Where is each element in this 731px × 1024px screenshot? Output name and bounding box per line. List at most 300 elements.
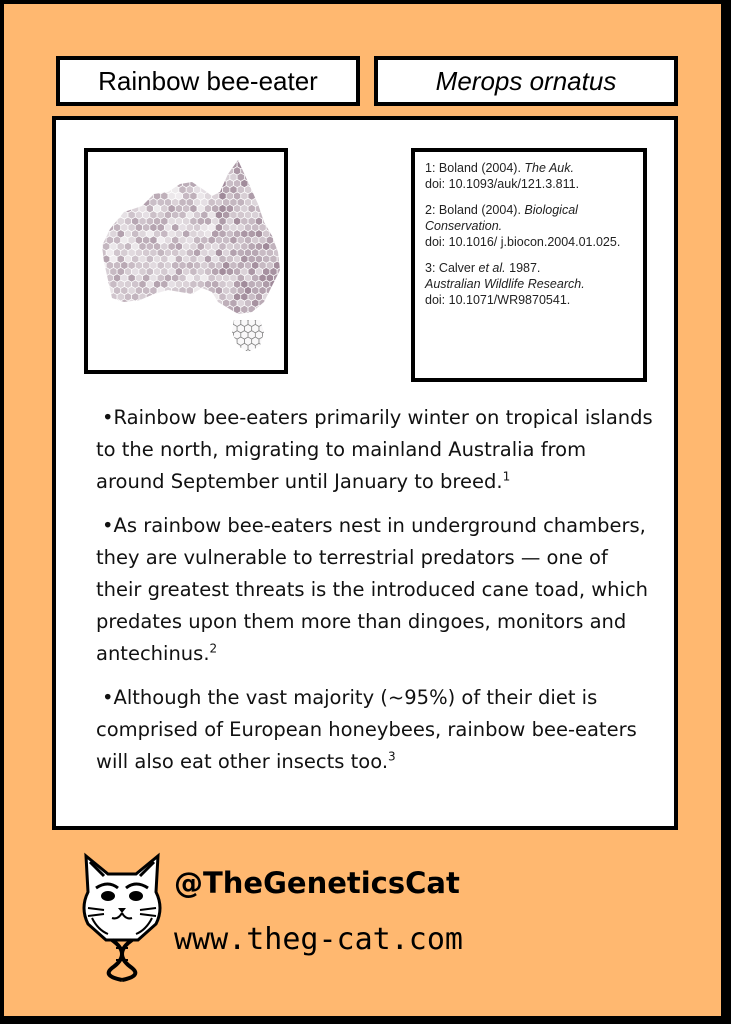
map-hex [106, 324, 113, 332]
map-hex [88, 343, 95, 351]
map-hex [277, 305, 284, 313]
map-hex [266, 186, 273, 194]
map-hex [103, 318, 110, 326]
map-hex [201, 160, 208, 168]
map-hex [277, 179, 284, 187]
map-hex [88, 152, 92, 156]
map-hex [164, 324, 171, 332]
map-hex [183, 293, 190, 301]
map-hex [157, 312, 164, 320]
map-hex [175, 293, 182, 301]
map-hex [274, 312, 281, 320]
map-hex [270, 167, 277, 175]
map-hex [92, 299, 99, 307]
map-hex [201, 312, 208, 320]
map-hex [204, 331, 211, 339]
map-hex [193, 160, 200, 168]
map-hex [157, 173, 164, 181]
map-hex [164, 350, 171, 358]
map-hex [88, 261, 92, 269]
map-hex [106, 186, 113, 194]
map-hex [92, 160, 99, 168]
map-hex [183, 318, 190, 326]
map-hex [132, 192, 139, 200]
map-hex [92, 249, 99, 257]
map-hex [88, 268, 95, 276]
map-hex [135, 324, 142, 332]
map-hex [99, 350, 106, 358]
map-hex [277, 217, 284, 225]
map-hex [110, 154, 117, 162]
map-hex [95, 205, 102, 213]
map-hex [153, 154, 160, 162]
map-hex [132, 179, 139, 187]
reference-2: 2: Boland (2004). Biological Conservation. doi: 10.1016/ j.biocon.2004.01.025. [425, 203, 621, 249]
map-hex [121, 160, 128, 168]
map-hex [255, 343, 262, 351]
map-hex [113, 160, 120, 168]
map-hex [266, 312, 273, 320]
map-hex [106, 211, 113, 219]
map-hex [143, 152, 150, 156]
map-hex [223, 324, 230, 332]
map-hex [219, 167, 226, 175]
map-hex [281, 324, 284, 332]
map-hex [172, 324, 179, 332]
map-hex [106, 160, 113, 168]
map-hex [168, 343, 175, 351]
map-hex [263, 167, 270, 175]
map-hex [132, 331, 139, 339]
map-hex [106, 173, 113, 181]
map-hex [110, 293, 117, 301]
map-hex [208, 324, 215, 332]
map-hex [219, 305, 226, 313]
map-hex [113, 312, 120, 320]
map-hex [208, 350, 215, 358]
map-hex [88, 154, 95, 162]
map-hex [168, 318, 175, 326]
map-hex [88, 249, 92, 257]
map-hex [150, 350, 157, 358]
map-hex [128, 312, 135, 320]
map-hex [186, 152, 193, 156]
map-hex [193, 152, 200, 156]
map-hex [197, 154, 204, 162]
map-hex [153, 179, 160, 187]
map-hex [281, 236, 284, 244]
map-hex [281, 299, 284, 307]
map-hex [193, 286, 200, 294]
map-hex [139, 305, 146, 313]
map-hex [193, 312, 200, 320]
map-hex [103, 331, 110, 339]
map-hex [226, 343, 233, 351]
map-hex [150, 324, 157, 332]
map-hex [274, 274, 281, 282]
map-hex [186, 173, 193, 181]
map-hex [219, 343, 226, 351]
map-hex [179, 152, 186, 156]
map-hex [270, 179, 277, 187]
map-hex [208, 186, 215, 194]
map-hex [157, 299, 164, 307]
map-hex [281, 312, 284, 320]
map-hex [92, 186, 99, 194]
map-hex [95, 343, 102, 351]
map-hex [153, 318, 160, 326]
map-hex [103, 280, 110, 288]
social-handle: @TheGeneticsCat [174, 866, 460, 900]
map-hex [208, 173, 215, 181]
map-hex [277, 268, 284, 276]
map-hex [212, 167, 219, 175]
map-hex [150, 173, 157, 181]
map-hex [270, 331, 277, 339]
map-hex [172, 173, 179, 181]
map-hex [244, 152, 251, 156]
map-hex [212, 331, 219, 339]
map-hex [193, 350, 200, 358]
map-hex [226, 331, 233, 339]
map-hex [88, 305, 95, 313]
map-hex [270, 217, 277, 225]
map-hex [99, 299, 106, 307]
map-hex [186, 350, 193, 358]
map-hex [168, 293, 175, 301]
map-hex [244, 350, 251, 358]
map-hex [124, 343, 131, 351]
map-hex [183, 305, 190, 313]
map-hex [183, 331, 190, 339]
map-hex [274, 223, 281, 231]
map-hex [277, 293, 284, 301]
map-hex [88, 293, 95, 301]
map-hex [274, 312, 281, 320]
map-hex [164, 299, 171, 307]
map-hex [215, 312, 222, 320]
map-hex [259, 312, 266, 320]
map-hex [197, 293, 204, 301]
map-hex [172, 350, 179, 358]
map-hex [179, 324, 186, 332]
map-hex [270, 293, 277, 301]
website-link[interactable]: www.theg-cat.com [174, 922, 463, 957]
map-hex [208, 299, 215, 307]
map-hex [150, 186, 157, 194]
map-hex [157, 160, 164, 168]
map-hex [95, 192, 102, 200]
map-hex [263, 205, 270, 213]
map-hex [179, 312, 186, 320]
map-hex [266, 160, 273, 168]
map-hex [113, 152, 120, 156]
map-hex [161, 154, 168, 162]
map-hex [88, 198, 92, 206]
map-hex [201, 324, 208, 332]
map-hex [219, 318, 226, 326]
map-hex [95, 305, 102, 313]
map-hex [92, 312, 99, 320]
map-hex [88, 217, 95, 225]
map-hex [121, 299, 128, 307]
fact-item: •Although the vast majority (~95%) of their diet is comprised of European honeybees, rainbow bee-eaters will also eat other insects too.$^3$ [96, 686, 637, 773]
latin-name: Merops ornatus [435, 65, 617, 96]
map-hex [146, 331, 153, 339]
map-hex [161, 318, 168, 326]
map-hex [88, 350, 92, 358]
map-hex [113, 312, 120, 320]
map-hex [274, 337, 281, 345]
map-hex [212, 305, 219, 313]
map-hex [215, 350, 222, 358]
map-hex [179, 350, 186, 358]
map-hex [117, 343, 124, 351]
map-hex [179, 312, 186, 320]
map-hex [103, 343, 110, 351]
map-hex [157, 350, 164, 358]
map-hex [230, 152, 237, 156]
map-hex [132, 154, 139, 162]
map-hex [274, 173, 281, 181]
map-hex [179, 173, 186, 181]
map-hex [215, 312, 222, 320]
map-hex [201, 350, 208, 358]
map-hex [172, 337, 179, 345]
map-hex [237, 152, 244, 156]
map-hex [248, 154, 255, 162]
map-hex [132, 167, 139, 175]
map-hex [274, 186, 281, 194]
map-hex [88, 337, 92, 345]
map-hex [186, 160, 193, 168]
map-hex [128, 152, 135, 156]
map-hex [117, 331, 124, 339]
map-hex [193, 337, 200, 345]
map-hex [143, 160, 150, 168]
map-hex [215, 152, 222, 156]
map-hex [186, 312, 193, 320]
map-hex [252, 160, 259, 168]
map-hex [208, 160, 215, 168]
map-hex [179, 286, 186, 294]
map-hex [99, 211, 106, 219]
map-hex [88, 211, 92, 219]
map-hex [106, 312, 113, 320]
map-hex [190, 318, 197, 326]
map-hex [161, 167, 168, 175]
map-hex [139, 154, 146, 162]
map-hex [92, 337, 99, 345]
map-hex [175, 305, 182, 313]
map-hex [266, 299, 273, 307]
map-hex [208, 337, 215, 345]
map-hex [259, 312, 266, 320]
map-hex [266, 350, 273, 358]
map-hex [150, 312, 157, 320]
map-hex [197, 167, 204, 175]
map-hex [88, 255, 95, 263]
map-hex [281, 337, 284, 345]
map-hex [106, 152, 113, 156]
map-hex [139, 343, 146, 351]
map-hex [190, 305, 197, 313]
map-hex [110, 331, 117, 339]
map-hex [252, 350, 259, 358]
map-hex [103, 167, 110, 175]
map-hex [99, 186, 106, 194]
map-hex [88, 173, 92, 181]
map-hex [204, 343, 211, 351]
map-hex [223, 160, 230, 168]
map-hex [99, 312, 106, 320]
map-hex [197, 343, 204, 351]
map-hex [153, 305, 160, 313]
map-hex [157, 312, 164, 320]
map-hex [281, 261, 284, 269]
map-hex [197, 318, 204, 326]
map-hex [157, 286, 164, 294]
map-hex [193, 324, 200, 332]
map-hex [212, 179, 219, 187]
map-hex [281, 152, 284, 156]
map-hex [161, 343, 168, 351]
map-hex [103, 205, 110, 213]
map-hex [215, 160, 222, 168]
map-hex [99, 324, 106, 332]
map-hex [146, 343, 153, 351]
map-hex [121, 152, 128, 156]
map-hex [132, 318, 139, 326]
map-hex [255, 192, 262, 200]
map-hex [92, 198, 99, 206]
map-hex [263, 179, 270, 187]
map-hex [175, 331, 182, 339]
map-hex [161, 179, 168, 187]
map-hex [128, 350, 135, 358]
map-hex [274, 350, 281, 358]
map-hex [172, 160, 179, 168]
map-hex [270, 154, 277, 162]
map-hex [106, 350, 113, 358]
map-hex [215, 173, 222, 181]
map-hex [281, 312, 284, 320]
map-hex [197, 331, 204, 339]
map-hex [124, 154, 131, 162]
map-hex [172, 312, 179, 320]
map-hex [241, 154, 248, 162]
map-hex [179, 299, 186, 307]
map-hex [92, 223, 99, 231]
map-hex [92, 211, 99, 219]
map-hex [128, 312, 135, 320]
map-hex [110, 305, 117, 313]
map-hex [99, 152, 106, 156]
map-hex [88, 280, 95, 288]
map-hex [117, 205, 124, 213]
reference-1: 1: Boland (2004). The Auk. doi: 10.1093/auk/121.3.811. [425, 161, 580, 191]
map-hex [103, 217, 110, 225]
reference-3: 3: Calver et al. 1987. Australian Wildlife Research. doi: 10.1071/WR9870541. [425, 261, 585, 307]
map-hex [124, 192, 131, 200]
map-hex [92, 274, 99, 282]
map-hex [117, 179, 124, 187]
map-hex [215, 324, 222, 332]
map-hex [274, 198, 281, 206]
map-hex [244, 160, 251, 168]
map-hex [103, 154, 110, 162]
map-hex [263, 154, 270, 162]
map-hex [281, 249, 284, 257]
distribution-map [84, 148, 288, 374]
map-hex [135, 152, 142, 156]
map-hex [95, 331, 102, 339]
species-card [4, 4, 721, 1016]
map-hex [277, 318, 284, 326]
map-hex [183, 167, 190, 175]
map-hex [143, 350, 150, 358]
map-hex [139, 331, 146, 339]
map-hex [92, 324, 99, 332]
map-hex [274, 211, 281, 219]
map-hex [190, 343, 197, 351]
map-hex [168, 179, 175, 187]
map-hex [95, 154, 102, 162]
map-hex [121, 198, 128, 206]
map-hex [95, 217, 102, 225]
map-hex [281, 286, 284, 294]
map-hex [88, 236, 92, 244]
map-hex [263, 192, 270, 200]
map-hex [143, 324, 150, 332]
map-hex [204, 318, 211, 326]
map-hex [153, 343, 160, 351]
map-hex [201, 299, 208, 307]
map-hex [248, 167, 255, 175]
map-hex [281, 274, 284, 282]
map-hex [190, 293, 197, 301]
map-hex [270, 305, 277, 313]
map-hex [266, 211, 273, 219]
map-hex [150, 299, 157, 307]
map-hex [190, 331, 197, 339]
map-hex [161, 331, 168, 339]
map-hex [110, 318, 117, 326]
map-hex [88, 299, 92, 307]
map-hex [106, 337, 113, 345]
map-hex [270, 318, 277, 326]
map-hex [212, 318, 219, 326]
map-hex [201, 337, 208, 345]
map-hex [135, 160, 142, 168]
map-hex [95, 268, 102, 276]
map-hex [99, 312, 106, 320]
map-hex [263, 343, 270, 351]
map-hex [128, 324, 135, 332]
map-hex [164, 337, 171, 345]
map-hex [92, 350, 99, 358]
map-hex [175, 318, 182, 326]
map-hex [153, 167, 160, 175]
map-hex [135, 186, 142, 194]
map-hex [143, 173, 150, 181]
map-hex [270, 205, 277, 213]
map-hex [219, 154, 226, 162]
map-hex [281, 211, 284, 219]
map-hex [208, 152, 215, 156]
map-hex [263, 331, 270, 339]
map-hex [164, 160, 171, 168]
